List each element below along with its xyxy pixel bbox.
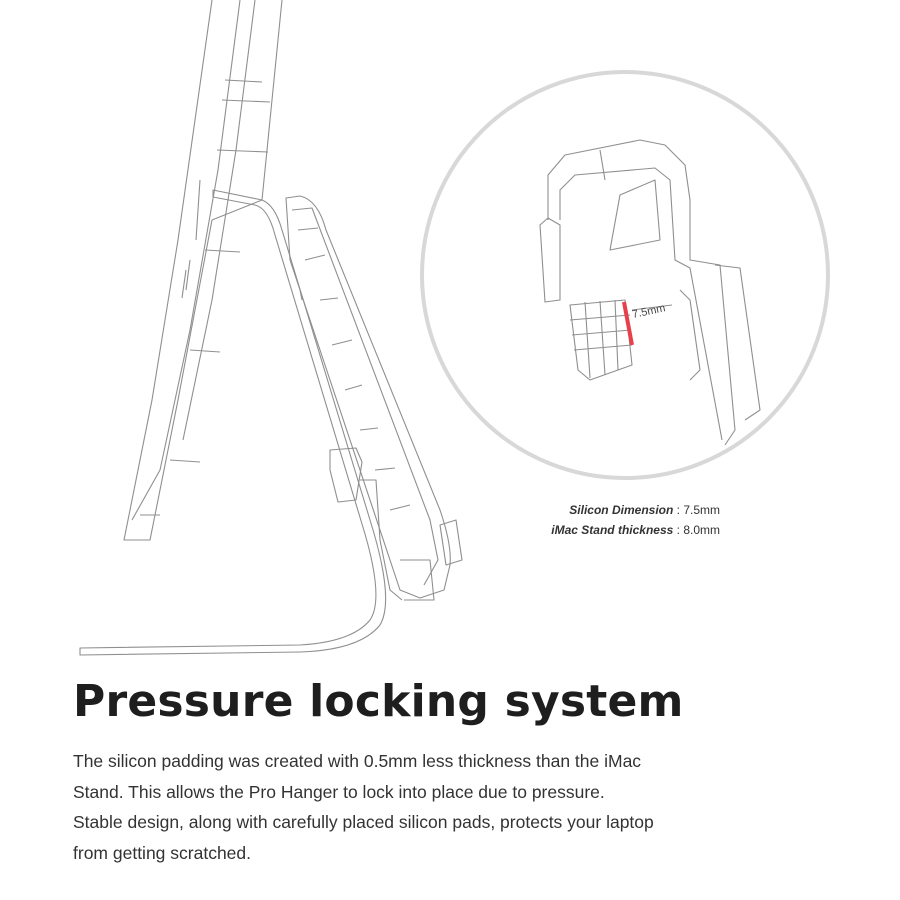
laptop-hanger-drawing: [286, 196, 462, 600]
description-paragraph: [73, 746, 843, 868]
spec-silicon-dimension: [569, 503, 720, 517]
zoom-callout: [422, 72, 828, 478]
description-line: Stand. This allows the Pro Hanger to lock into place due to pressure.: [73, 781, 605, 802]
description-line: The silicon padding was created with 0.5mm less thickness than the iMac: [73, 751, 642, 771]
callout-dimension-label: 7.5mm: [631, 302, 667, 321]
spec-label: iMac Stand thickness: [551, 523, 674, 537]
page-title: Pressure locking system: [73, 676, 684, 727]
imac-stand-drawing: [80, 190, 386, 655]
spec-value: : 8.0mm: [673, 523, 720, 537]
description-line: from getting scratched.: [73, 842, 251, 863]
spec-value: : 7.5mm: [673, 503, 720, 517]
description-line: Stable design, along with carefully placed silicon pads, protects your laptop: [73, 812, 654, 832]
imac-side-view-drawing: [124, 0, 282, 540]
spec-label: Silicon Dimension: [569, 503, 674, 517]
spec-stand-thickness: [551, 523, 720, 537]
